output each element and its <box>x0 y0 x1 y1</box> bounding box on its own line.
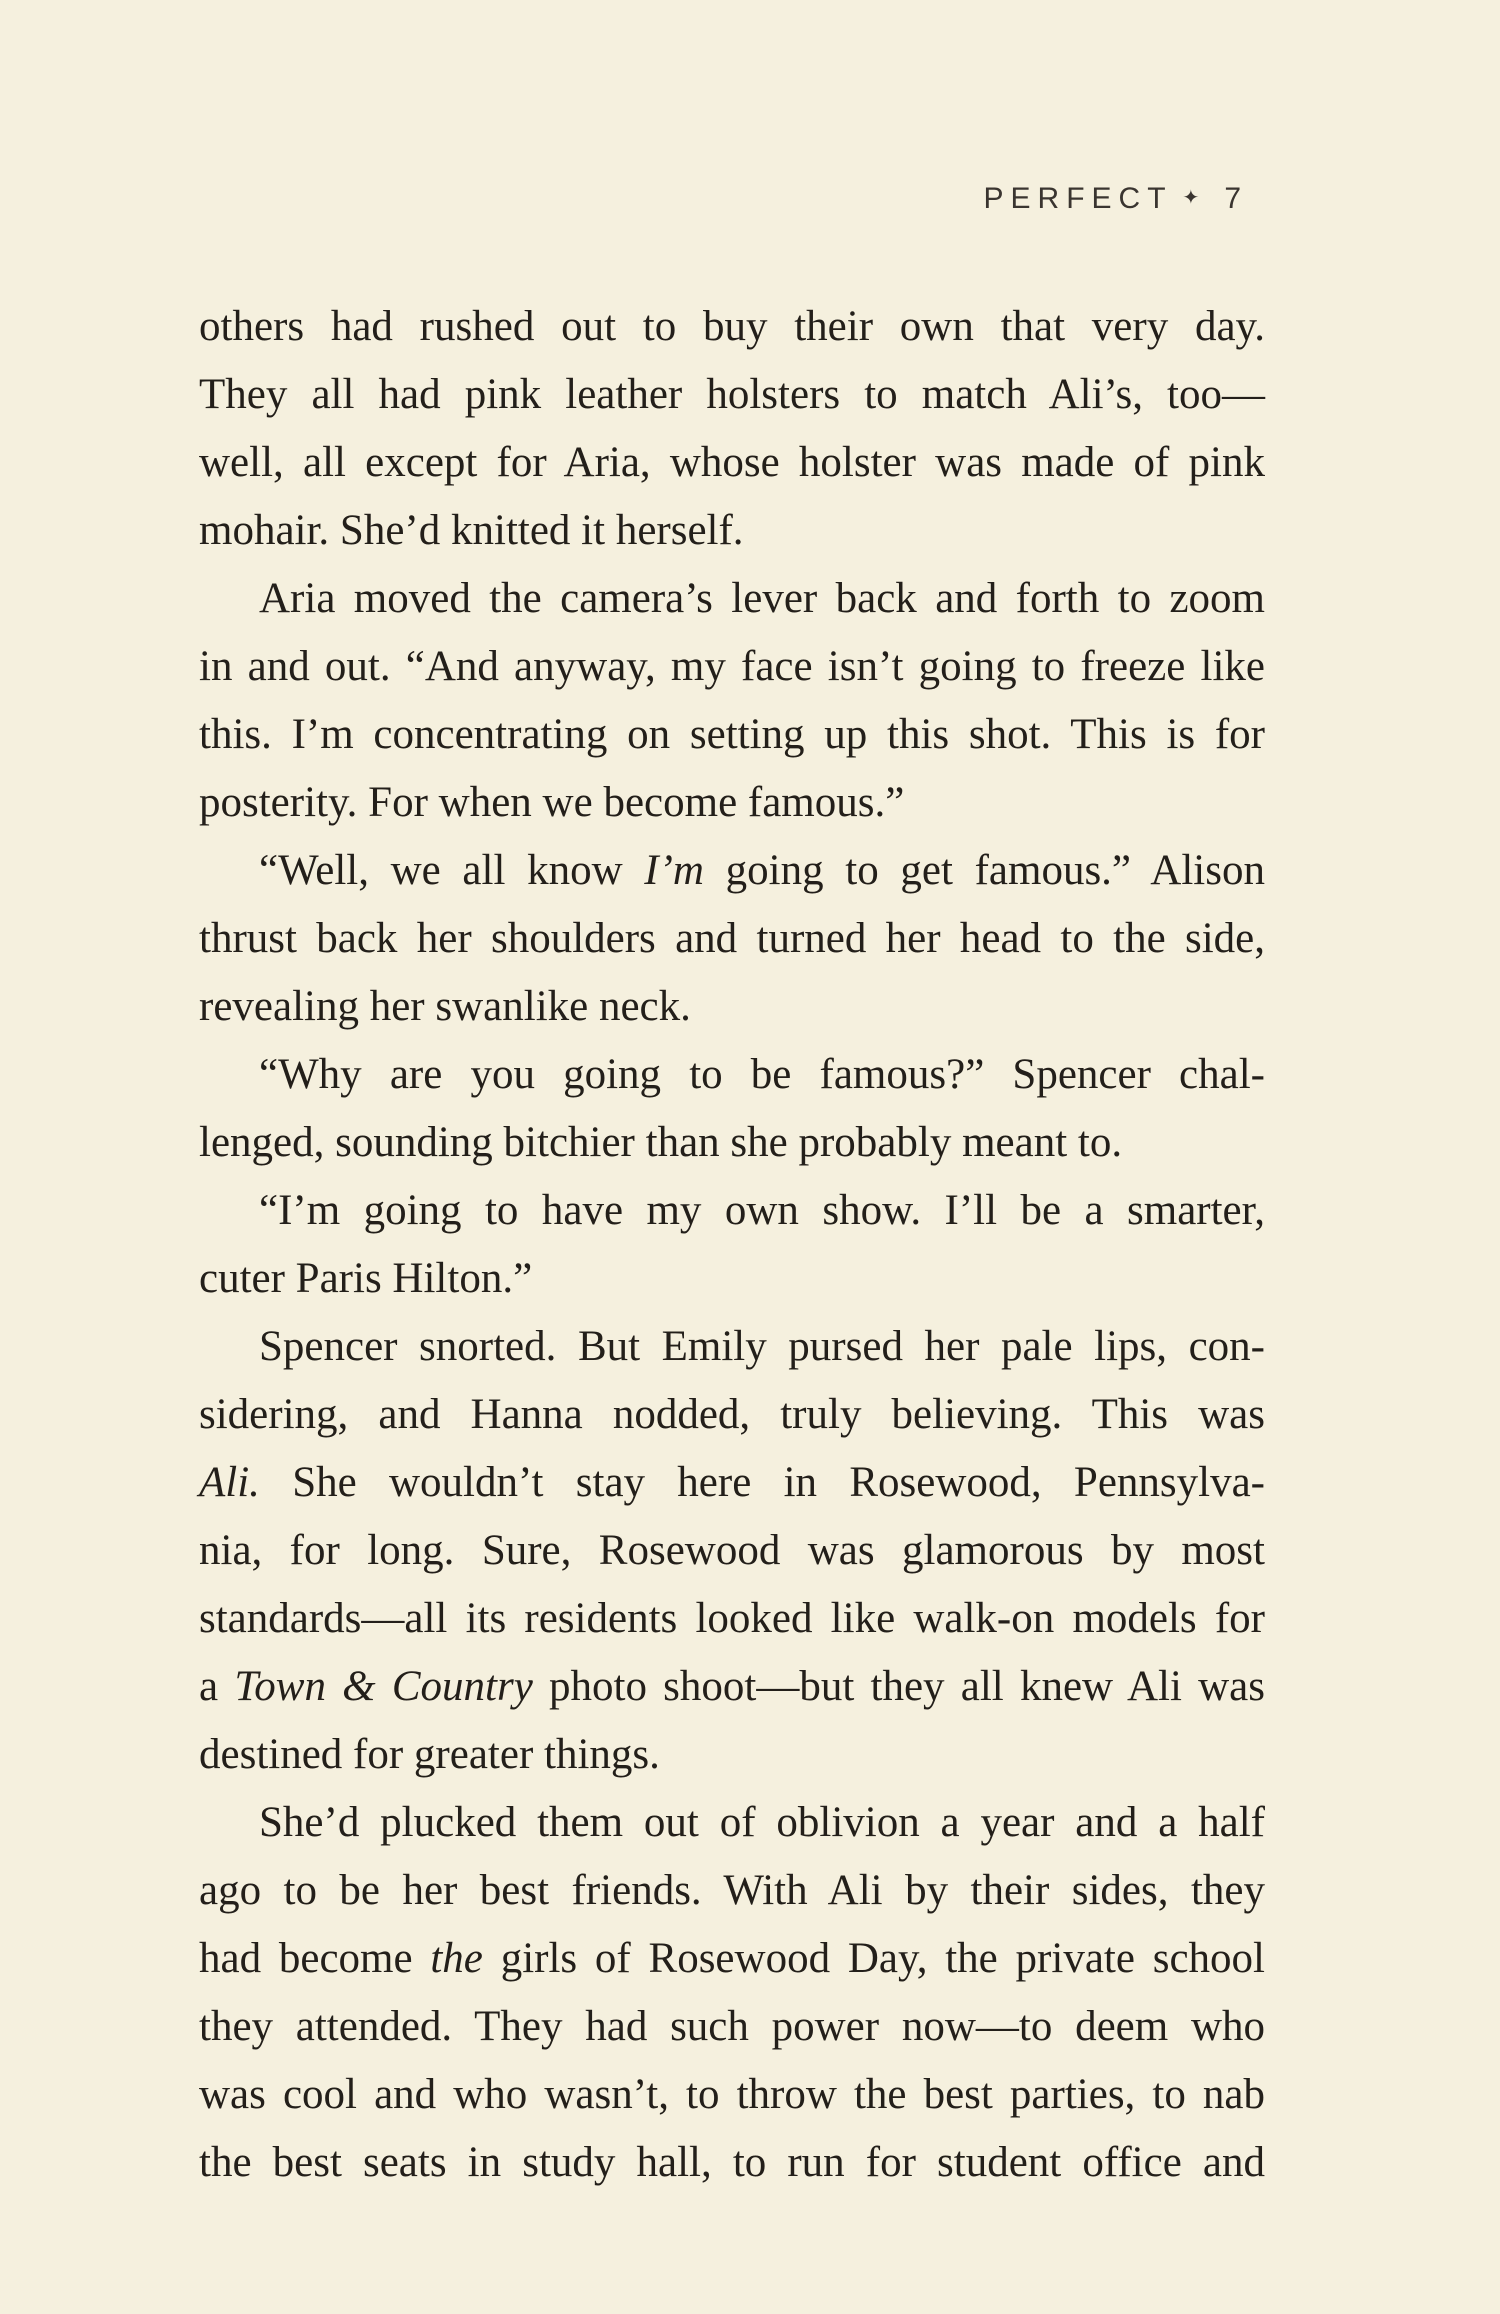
running-head-title: PERFECT <box>983 182 1173 215</box>
text-line: nia, for long. Sure, Rosewood was glamorous by most <box>199 1527 1265 1574</box>
text-line: in and out. “And anyway, my face isn’t going to freeze like <box>199 643 1265 690</box>
italic-text-run: Ali. <box>199 1459 260 1506</box>
text-line: “Why are you going to be famous?” Spencer chal- <box>259 1051 1265 1098</box>
text-run: a <box>199 1663 235 1710</box>
body-text <box>199 293 1265 2197</box>
text-line: standards—all its residents looked like walk-on models for <box>199 1595 1265 1642</box>
ornament-separator-icon: ✦ <box>1182 187 1207 209</box>
text-line: others had rushed out to buy their own that very day. <box>199 303 1265 350</box>
text-line <box>199 1449 1265 1517</box>
text-line: ago to be her best friends. With Ali by their sides, they <box>199 1867 1265 1914</box>
text-line <box>199 1653 1265 1721</box>
text-run: photo shoot—but they all knew Ali was <box>532 1663 1265 1710</box>
text-run: girls of Rosewood Day, the private school <box>482 1935 1265 1982</box>
text-run: She wouldn’t stay here in Rosewood, Pennsylva- <box>259 1459 1265 1506</box>
italic-text-run: I’m <box>644 847 704 894</box>
text-line: sidering, and Hanna nodded, truly believing. This was <box>199 1391 1265 1438</box>
text-line: they attended. They had such power now—to deem who <box>199 2003 1265 2050</box>
text-line: Spencer snorted. But Emily pursed her pale lips, con- <box>259 1323 1265 1370</box>
text-line: posterity. For when we become famous.” <box>199 779 905 826</box>
text-run: had become <box>199 1935 431 1982</box>
text-line: well, all except for Aria, whose holster was made of pink <box>199 439 1265 486</box>
text-run: “Well, we all know <box>259 847 645 894</box>
text-line: “I’m going to have my own show. I’ll be a smarter, <box>259 1187 1265 1234</box>
italic-text-run: Town & Country <box>234 1663 533 1710</box>
text-line: was cool and who wasn’t, to throw the best parties, to nab <box>199 2071 1265 2118</box>
text-line: revealing her swanlike neck. <box>199 983 691 1030</box>
text-line: destined for greater things. <box>199 1731 660 1778</box>
text-line <box>199 1925 1265 1993</box>
italic-text-run: the <box>430 1935 483 1982</box>
text-line: cuter Paris Hilton.” <box>199 1255 533 1302</box>
page-number: 7 <box>1224 182 1248 215</box>
text-line: this. I’m concentrating on setting up this shot. This is for <box>199 711 1265 758</box>
text-line: the best seats in study hall, to run for student office and <box>199 2139 1265 2186</box>
text-line: They all had pink leather holsters to match Ali’s, too— <box>199 371 1265 418</box>
text-line <box>199 837 1265 905</box>
text-run: going to get famous.” Alison <box>704 847 1265 894</box>
running-head <box>984 182 1248 216</box>
text-line: lenged, sounding bitchier than she probably meant to. <box>199 1119 1123 1166</box>
text-line: mohair. She’d knitted it herself. <box>199 507 744 554</box>
text-line: She’d plucked them out of oblivion a year and a half <box>259 1799 1265 1846</box>
text-line: thrust back her shoulders and turned her head to the side, <box>199 915 1265 962</box>
text-line: Aria moved the camera’s lever back and forth to zoom <box>259 575 1265 622</box>
